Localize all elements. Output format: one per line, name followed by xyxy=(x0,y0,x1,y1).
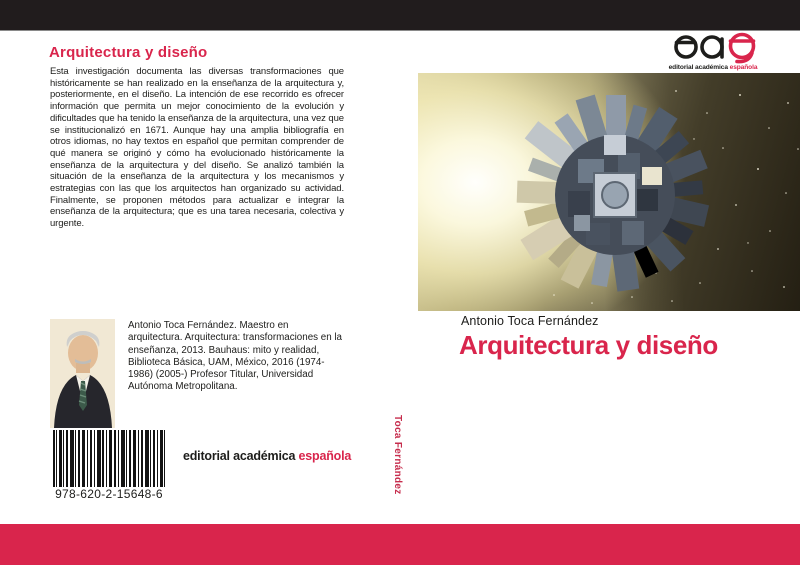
author-bio: Antonio Toca Fernández. Maestro en arquitectura. Arquitectura: transformaciones en la enseñanza, 2013. Bauhaus: mito y realidad, Biblioteca Básica, UAM, México, 2016 (1974-1986) (2005-) Profesor Titular, Universidad Autónoma Metropolitana. xyxy=(128,320,343,393)
publisher-name-red: española xyxy=(298,449,352,463)
barcode-icon xyxy=(53,430,165,487)
top-bar xyxy=(0,0,800,31)
back-cover-title: Arquitectura y diseño xyxy=(49,44,208,61)
publisher-logo xyxy=(666,31,760,73)
barcode xyxy=(53,430,165,487)
isbn-number: 978-620-2-15648-6 xyxy=(55,487,163,501)
front-cover-author: Antonio Toca Fernández xyxy=(461,314,599,328)
author-portrait-icon xyxy=(50,319,115,428)
spine-author-name: Toca Fernández xyxy=(392,415,403,495)
publisher-name-black: editorial académica xyxy=(183,449,296,463)
publisher-logo-tagline xyxy=(666,64,760,71)
tagline-red: española xyxy=(729,64,758,71)
tagline-black: editorial académica xyxy=(668,64,728,71)
bottom-bar xyxy=(0,524,800,565)
skyscraper-planet-icon xyxy=(418,73,800,311)
front-cover-title: Arquitectura y diseño xyxy=(459,330,718,360)
back-cover-synopsis: Esta investigación documenta las diversas transformaciones que históricamente se han realizado en la enseñanza de la arquitectura y, posteriormente, en el diseño. La intención de ese recorrido es ofrecer información que permita un mejor conocimiento de la evolución y dificultades que ha tenido la enseñanza de la arquitectura, una vez que se institucionalizó en 1671. Aunque hay una amplia bibliografía en otros idiomas, no hay textos en español que permitan comprender de qué manera se originó y cómo ha evolucionado históricamente la enseñanza de la arquitectura y del diseño. Se analizó también la situación de la enseñanza de la arquitectura y los mecanismos y estrategias con las que los arquitectos han organizado su actividad. Finalmente, se proponen métodos para actualizar e integrar la enseñanza de la arquitectura; que es una tarea necesaria, colectiva y urgente. xyxy=(50,66,344,230)
author-photo xyxy=(50,319,115,428)
eae-monogram-icon xyxy=(666,31,760,64)
publisher-name xyxy=(183,449,351,463)
cover-art xyxy=(418,73,800,311)
